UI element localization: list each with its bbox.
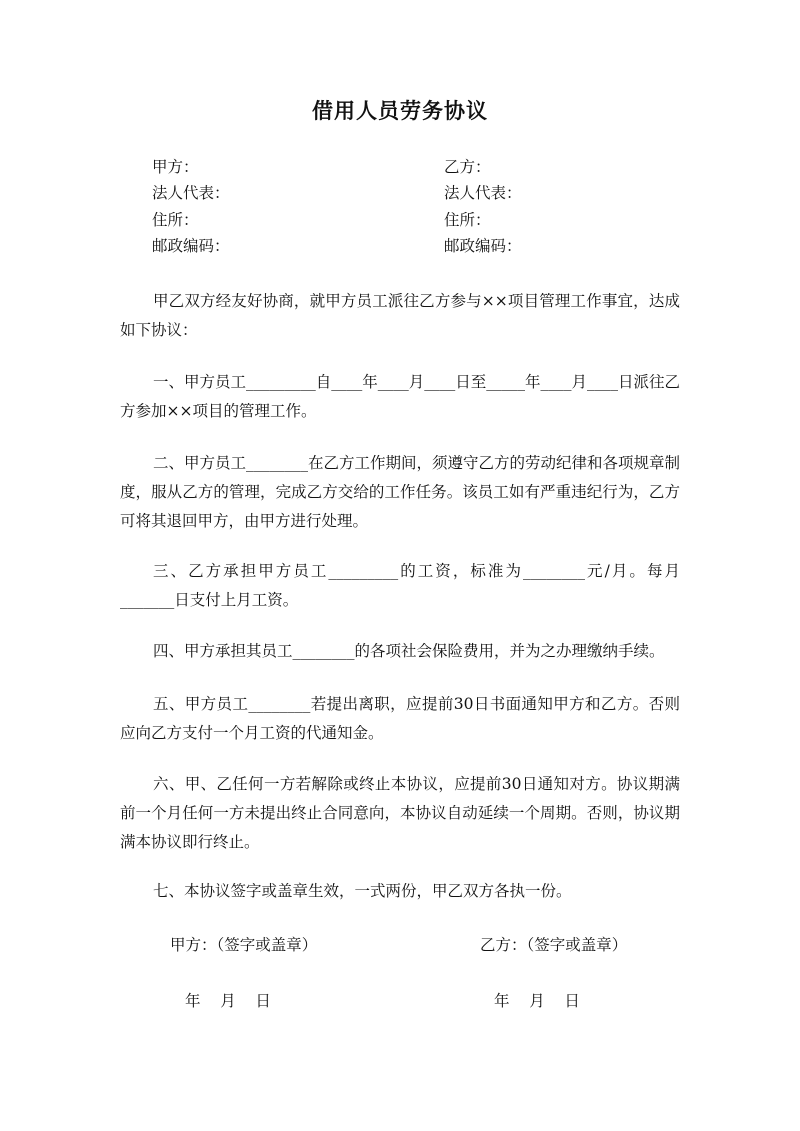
party-b-signature: 乙方：（签字或盖章） <box>480 936 628 954</box>
party-a-address: 住所： <box>152 211 199 229</box>
party-b-rep: 法人代表： <box>444 184 522 202</box>
party-b-name: 乙方： <box>444 158 491 176</box>
party-a-rep: 法人代表： <box>152 184 230 202</box>
clause-2: 二、甲方员工________在乙方工作期间，须遵守乙方的劳动纪律和各项规章制度，服从乙方的管理，完成乙方交给的工作任务。该员工如有严重违纪行为，乙方可将其退回甲方，由甲方进行处理。 <box>120 454 681 530</box>
clause-3: 三、乙方承担甲方员工_________的工资，标准为________元/月。每月_______日支付上月工资。 <box>120 562 680 609</box>
clause-4: 四、甲方承担其员工________的各项社会保险费用，并为之办理缴纳手续。 <box>153 642 665 660</box>
party-a-postcode: 邮政编码： <box>152 237 230 255</box>
party-a-name: 甲方： <box>152 158 199 176</box>
intro-paragraph: 甲乙双方经友好协商，就甲方员工派往乙方参与××项目管理工作事宜，达成如下协议： <box>120 292 680 339</box>
clause-7: 七、本协议签字或盖章生效，一式两份，甲乙双方各执一份。 <box>153 882 572 900</box>
party-b-date: 年 月 日 <box>494 992 580 1010</box>
party-a-signature: 甲方：（签字或盖章） <box>170 936 318 954</box>
clause-1: 一、甲方员工_________自____年____月____日至_____年____月____日派往乙方参加××项目的管理工作。 <box>120 373 681 420</box>
clause-5: 五、甲方员工________若提出离职，应提前30日书面通知甲方和乙方。否则应向乙方支付一个月工资的代通知金。 <box>120 695 680 742</box>
party-b-postcode: 邮政编码： <box>444 237 522 255</box>
party-b-address: 住所： <box>444 211 491 229</box>
party-a-date: 年 月 日 <box>185 992 271 1010</box>
clause-6: 六、甲、乙任何一方若解除或终止本协议，应提前30日通知对方。协议期满前一个月任何一方未提出终止合同意向，本协议自动延续一个周期。否则，协议期满本协议即行终止。 <box>120 775 680 851</box>
document-title: 借用人员劳务协议 <box>312 98 488 123</box>
